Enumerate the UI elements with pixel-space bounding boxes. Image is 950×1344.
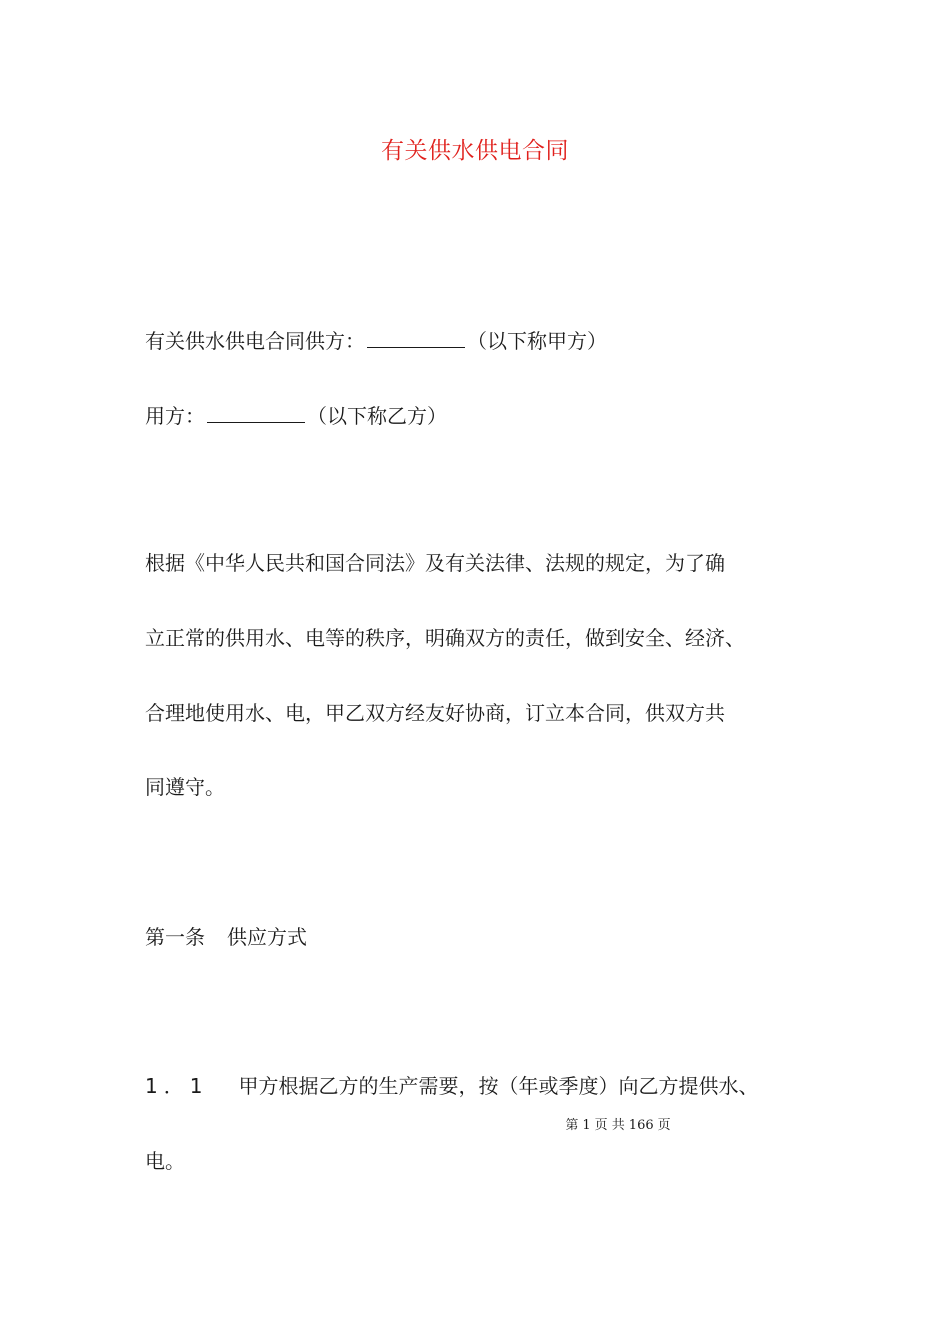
clause-1-1 [145, 1071, 758, 1101]
user-line [145, 400, 447, 431]
supplier-suffix: （以下称甲方） [467, 329, 607, 353]
user-label: 用方： [145, 404, 205, 428]
footer-total-pages: 166 [628, 1118, 654, 1133]
supplier-blank [367, 325, 465, 348]
page-footer [0, 1114, 950, 1133]
footer-current-page: 1 [582, 1118, 591, 1133]
clause-1-1-text: 甲方根据乙方的生产需要，按（年或季度）向乙方提供水、 [238, 1074, 759, 1098]
document-title: 有关供水供电合同 [381, 138, 569, 164]
footer-prefix: 第 [565, 1118, 579, 1133]
clause-1-1-continuation: 电。 [145, 1149, 185, 1173]
supplier-line [145, 325, 607, 356]
article-1-number: 第一条 [145, 925, 205, 949]
clause-1-1-number: 1．1 [145, 1074, 209, 1098]
footer-mid: 页 共 [594, 1118, 625, 1133]
user-suffix: （以下称乙方） [307, 404, 447, 428]
supplier-label: 有关供水供电合同供方： [145, 329, 365, 353]
preamble-line-3: 合理地使用水、电，甲乙双方经友好协商，订立本合同，供双方共 [145, 701, 725, 725]
preamble-line-4: 同遵守。 [145, 775, 225, 799]
article-1-title: 供应方式 [227, 925, 307, 949]
preamble-line-2: 立正常的供用水、电等的秩序，明确双方的责任，做到安全、经济、 [145, 626, 745, 650]
preamble-line-1: 根据《中华人民共和国合同法》及有关法律、法规的规定，为了确 [145, 551, 725, 575]
footer-suffix: 页 [657, 1118, 671, 1133]
article-1-heading [145, 922, 307, 952]
user-blank [207, 400, 305, 423]
